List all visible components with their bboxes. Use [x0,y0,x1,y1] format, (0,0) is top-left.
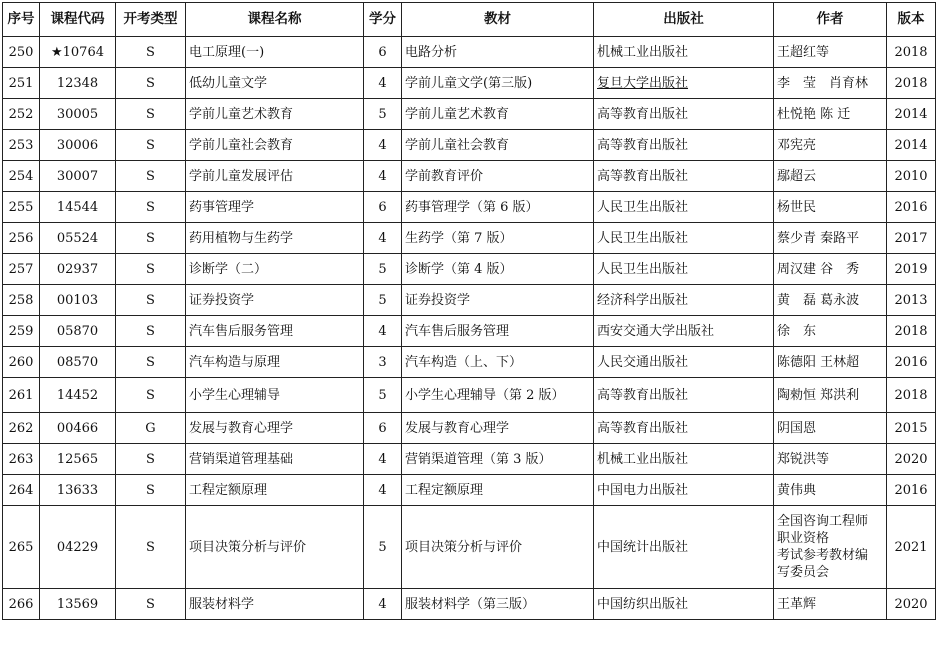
cell-credit: 4 [364,130,402,161]
cell-credit: 3 [364,347,402,378]
header-name: 课程名称 [186,3,364,37]
cell-publisher: 经济科学出版社 [594,285,774,316]
cell-textbook: 工程定额原理 [402,475,594,506]
cell-code: 02937 [40,254,116,285]
header-type: 开考类型 [116,3,186,37]
table-row [3,475,936,506]
cell-textbook: 药事管理学（第 6 版） [402,192,594,223]
cell-no: 250 [3,37,40,68]
table-row [3,99,936,130]
cell-no: 264 [3,475,40,506]
header-no: 序号 [3,3,40,37]
cell-author: 黄伟典 [774,475,887,506]
cell-credit: 4 [364,589,402,620]
cell-author: 李 莹 肖育林 [774,68,887,99]
cell-name: 汽车售后服务管理 [186,316,364,347]
cell-no: 260 [3,347,40,378]
cell-type: S [116,192,186,223]
cell-name: 低幼儿童文学 [186,68,364,99]
cell-name: 学前儿童社会教育 [186,130,364,161]
cell-no: 258 [3,285,40,316]
cell-type: S [116,130,186,161]
cell-textbook: 学前教育评价 [402,161,594,192]
cell-no: 266 [3,589,40,620]
cell-no: 263 [3,444,40,475]
cell-name: 服装材料学 [186,589,364,620]
table-row [3,130,936,161]
table-row [3,285,936,316]
table-row [3,223,936,254]
cell-code: 30006 [40,130,116,161]
cell-code: 05524 [40,223,116,254]
cell-no: 259 [3,316,40,347]
cell-no: 254 [3,161,40,192]
course-textbook-table [2,2,936,620]
cell-code: 08570 [40,347,116,378]
cell-publisher: 人民交通出版社 [594,347,774,378]
cell-textbook: 学前儿童社会教育 [402,130,594,161]
cell-author: 鄢超云 [774,161,887,192]
cell-name: 项目决策分析与评价 [186,506,364,589]
cell-code: 14544 [40,192,116,223]
cell-author: 王超红等 [774,37,887,68]
cell-textbook: 诊断学（第 4 版） [402,254,594,285]
cell-credit: 4 [364,161,402,192]
cell-textbook: 汽车构造（上、下） [402,347,594,378]
cell-type: S [116,37,186,68]
cell-textbook: 小学生心理辅导（第 2 版） [402,378,594,413]
cell-type: S [116,285,186,316]
cell-credit: 6 [364,37,402,68]
cell-author: 陈德阳 王林超 [774,347,887,378]
cell-author: 全国咨询工程师 职业资格 考试参考教材编 写委员会 [774,506,887,589]
table-row [3,254,936,285]
cell-author: 杜悦艳 陈 迁 [774,99,887,130]
table-row [3,161,936,192]
cell-publisher: 中国电力出版社 [594,475,774,506]
cell-edition: 2017 [887,223,936,254]
cell-publisher: 中国纺织出版社 [594,589,774,620]
cell-type: S [116,68,186,99]
table-row [3,68,936,99]
cell-code: 30005 [40,99,116,130]
cell-edition: 2019 [887,254,936,285]
cell-textbook: 学前儿童艺术教育 [402,99,594,130]
cell-author: 陶勑恒 郑洪利 [774,378,887,413]
cell-name: 营销渠道管理基础 [186,444,364,475]
cell-author: 郑锐洪等 [774,444,887,475]
cell-edition: 2020 [887,589,936,620]
cell-type: S [116,475,186,506]
cell-edition: 2015 [887,413,936,444]
cell-author: 王革辉 [774,589,887,620]
cell-code: 00103 [40,285,116,316]
cell-credit: 5 [364,378,402,413]
cell-credit: 5 [364,285,402,316]
cell-textbook: 生药学（第 7 版） [402,223,594,254]
cell-author: 邓宪亮 [774,130,887,161]
table-row [3,316,936,347]
cell-credit: 4 [364,444,402,475]
cell-name: 诊断学（二） [186,254,364,285]
cell-publisher: 中国统计出版社 [594,506,774,589]
cell-credit: 6 [364,192,402,223]
cell-textbook: 电路分析 [402,37,594,68]
cell-credit: 4 [364,475,402,506]
cell-credit: 5 [364,254,402,285]
cell-publisher: 人民卫生出版社 [594,192,774,223]
cell-edition: 2018 [887,316,936,347]
cell-credit: 6 [364,413,402,444]
cell-publisher: 机械工业出版社 [594,444,774,475]
table-body [3,37,936,620]
cell-edition: 2018 [887,378,936,413]
cell-publisher: 高等教育出版社 [594,413,774,444]
cell-code: 12348 [40,68,116,99]
cell-edition: 2020 [887,444,936,475]
cell-name: 药事管理学 [186,192,364,223]
header-edition: 版本 [887,3,936,37]
cell-name: 小学生心理辅导 [186,378,364,413]
table-row [3,413,936,444]
cell-edition: 2013 [887,285,936,316]
table-header-row [3,3,936,37]
cell-author: 周汉建 谷 秀 [774,254,887,285]
cell-publisher: 复旦大学出版社 [594,68,774,99]
cell-type: S [116,223,186,254]
cell-type: S [116,254,186,285]
cell-edition: 2016 [887,475,936,506]
cell-code: 12565 [40,444,116,475]
cell-type: S [116,316,186,347]
cell-type: S [116,347,186,378]
cell-publisher: 机械工业出版社 [594,37,774,68]
cell-publisher: 人民卫生出版社 [594,254,774,285]
table-row [3,192,936,223]
cell-author: 阴国恩 [774,413,887,444]
table-row [3,589,936,620]
cell-type: G [116,413,186,444]
cell-edition: 2018 [887,37,936,68]
cell-no: 251 [3,68,40,99]
cell-edition: 2014 [887,99,936,130]
cell-type: S [116,589,186,620]
cell-type: S [116,161,186,192]
cell-name: 汽车构造与原理 [186,347,364,378]
header-credit: 学分 [364,3,402,37]
cell-type: S [116,99,186,130]
cell-name: 药用植物与生药学 [186,223,364,254]
cell-edition: 2018 [887,68,936,99]
cell-edition: 2016 [887,192,936,223]
cell-publisher: 高等教育出版社 [594,130,774,161]
cell-code: ★10764 [40,37,116,68]
cell-code: 04229 [40,506,116,589]
header-author: 作者 [774,3,887,37]
cell-credit: 5 [364,99,402,130]
cell-code: 05870 [40,316,116,347]
cell-publisher: 西安交通大学出版社 [594,316,774,347]
cell-code: 14452 [40,378,116,413]
cell-credit: 4 [364,68,402,99]
header-code: 课程代码 [40,3,116,37]
cell-no: 253 [3,130,40,161]
cell-edition: 2010 [887,161,936,192]
cell-textbook: 营销渠道管理（第 3 版） [402,444,594,475]
table-row [3,506,936,589]
cell-publisher: 高等教育出版社 [594,378,774,413]
cell-name: 工程定额原理 [186,475,364,506]
cell-textbook: 学前儿童文学(第三版) [402,68,594,99]
cell-code: 30007 [40,161,116,192]
cell-no: 255 [3,192,40,223]
cell-no: 256 [3,223,40,254]
cell-credit: 4 [364,223,402,254]
header-textbook: 教材 [402,3,594,37]
cell-edition: 2016 [887,347,936,378]
cell-publisher: 高等教育出版社 [594,99,774,130]
cell-edition: 2014 [887,130,936,161]
cell-textbook: 服装材料学（第三版） [402,589,594,620]
cell-type: S [116,506,186,589]
cell-name: 发展与教育心理学 [186,413,364,444]
cell-no: 252 [3,99,40,130]
cell-no: 262 [3,413,40,444]
cell-textbook: 证券投资学 [402,285,594,316]
cell-edition: 2021 [887,506,936,589]
table-row [3,444,936,475]
header-publisher: 出版社 [594,3,774,37]
cell-no: 265 [3,506,40,589]
cell-name: 证券投资学 [186,285,364,316]
cell-author: 蔡少青 秦路平 [774,223,887,254]
cell-type: S [116,378,186,413]
cell-textbook: 汽车售后服务管理 [402,316,594,347]
cell-code: 13569 [40,589,116,620]
cell-no: 257 [3,254,40,285]
cell-credit: 5 [364,506,402,589]
cell-publisher: 人民卫生出版社 [594,223,774,254]
table-row [3,378,936,413]
cell-code: 13633 [40,475,116,506]
table-row [3,347,936,378]
cell-author: 徐 东 [774,316,887,347]
cell-author: 黄 磊 葛永波 [774,285,887,316]
cell-name: 学前儿童发展评估 [186,161,364,192]
table-row [3,37,936,68]
cell-no: 261 [3,378,40,413]
cell-author: 杨世民 [774,192,887,223]
cell-type: S [116,444,186,475]
cell-publisher: 高等教育出版社 [594,161,774,192]
cell-name: 电工原理(一) [186,37,364,68]
cell-textbook: 项目决策分析与评价 [402,506,594,589]
cell-name: 学前儿童艺术教育 [186,99,364,130]
cell-code: 00466 [40,413,116,444]
cell-credit: 4 [364,316,402,347]
cell-textbook: 发展与教育心理学 [402,413,594,444]
